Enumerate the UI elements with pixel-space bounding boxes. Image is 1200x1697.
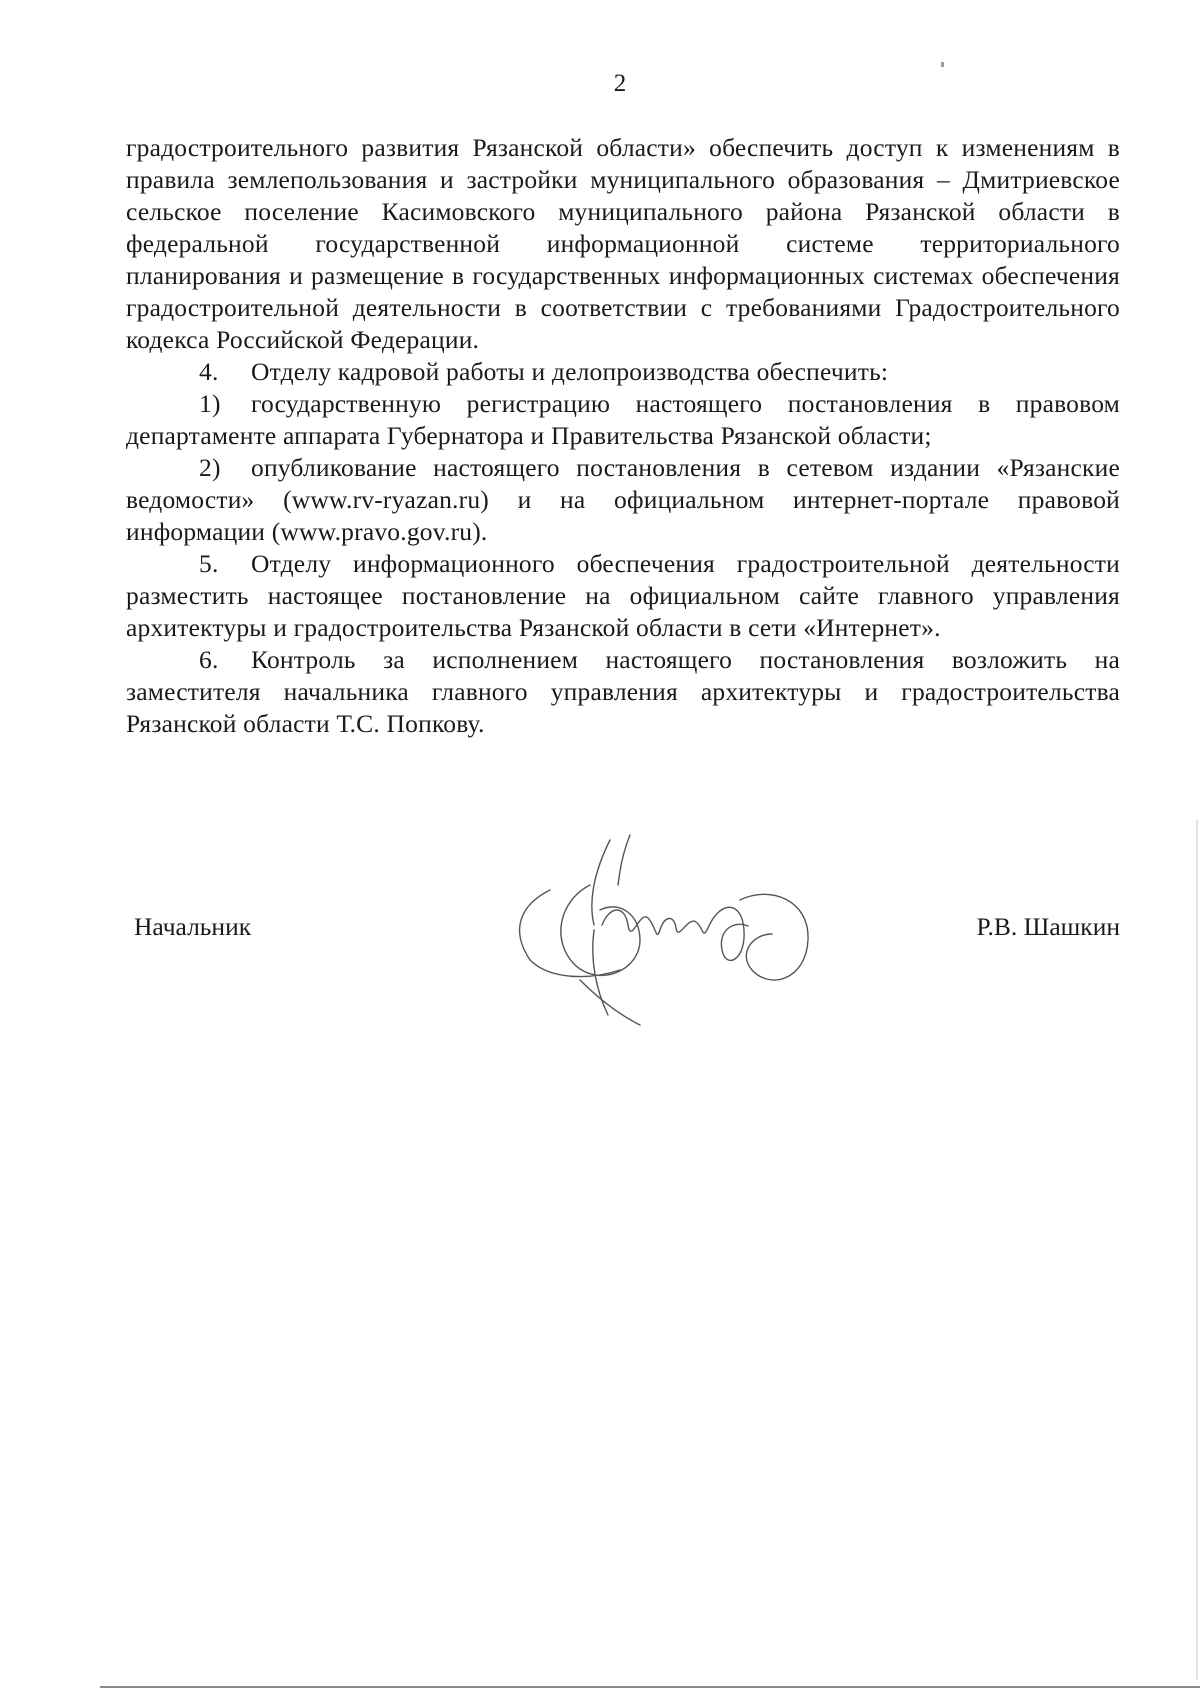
page-number: 2 xyxy=(613,70,627,97)
subitem-text: опубликование настоящего постановления в сетевом издании «Рязанские ведомости» (www.rv-ryazan.ru) и на официальном интернет-портале правовой информации (www.pravo.gov.ru). xyxy=(126,453,1120,546)
signer-name: Р.В. Шашкин xyxy=(976,912,1120,941)
paragraph-continuation: градостроительного развития Рязанской области» обеспечить доступ к изменениям в правила землепользования и застройки муниципального образования – Дмитриевское сельское поселение Касимовского муниципального района Рязанской области в федеральной государственной информационной системе территориального планирования и размещение в государственных информационных системах обеспечения градостроительной деятельности в соответствии с требованиями Градостроительного кодекса Российской Федерации. xyxy=(126,133,1120,354)
item-number: 4. xyxy=(199,357,219,386)
item-text: Отделу информационного обеспечения градостроительной деятельности разместить настоящее постановление на официальном сайте главного управления архитектуры и градостроительства Рязанской области в сети «Интернет». xyxy=(126,549,1120,642)
scan-bottom-edge xyxy=(100,1686,1200,1688)
item-text: Отделу кадровой работы и делопроизводства обеспечить: xyxy=(251,357,889,386)
subitem-number: 2) xyxy=(199,453,221,482)
paragraph-item-4-2 xyxy=(126,452,1120,548)
subitem-number: 1) xyxy=(199,389,221,418)
signature-block xyxy=(134,912,1120,952)
paragraph-item-6 xyxy=(126,644,1120,740)
paragraph-item-4-1 xyxy=(126,388,1120,452)
signer-title: Начальник xyxy=(134,912,252,941)
paragraph-item-4 xyxy=(126,356,1120,388)
scan-edge-shadow xyxy=(1196,820,1198,1680)
document-body xyxy=(126,132,1120,740)
subitem-text: государственную регистрацию настоящего постановления в правовом департаменте аппарата Губернатора и Правительства Рязанской области; xyxy=(126,389,1120,450)
item-text: Контроль за исполнением настоящего постановления возложить на заместителя начальника главного управления архитектуры и градостроительства Рязанской области Т.С. Попкову. xyxy=(126,645,1120,738)
paragraph-item-5 xyxy=(126,548,1120,644)
scan-artifact xyxy=(941,62,944,67)
item-number: 6. xyxy=(199,645,219,674)
item-number: 5. xyxy=(199,549,219,578)
